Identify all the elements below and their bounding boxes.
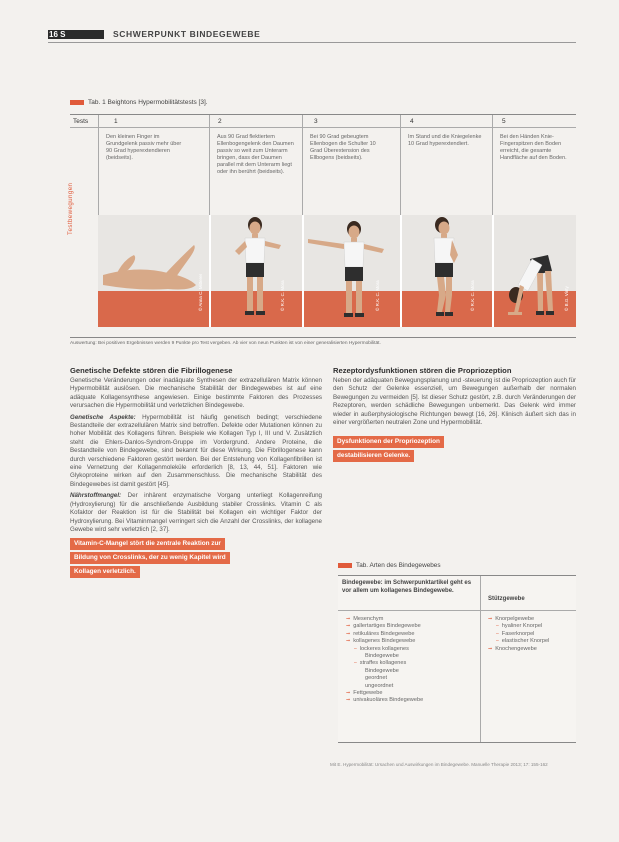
finger-test-photo [98, 215, 209, 327]
header-divider [48, 42, 576, 43]
table1-caption [70, 99, 208, 106]
table2-list-item [346, 675, 423, 682]
table2 [338, 575, 576, 743]
table1-footnote: Auswertung: Bei positiven Ergebnissen werden 9 Punkte pro Test vergeben. Ab vier von neun Punkten ist von einer generalisierten Hypermobilität. [70, 341, 381, 346]
arrow-bullet-icon: ➞ [346, 697, 351, 704]
page-number: 16 S [49, 30, 66, 39]
left-heading: Genetische Defekte stören die Fibrillogenese [70, 366, 233, 375]
arrow-bullet-icon: ➞ [346, 638, 351, 645]
arrow-bullet-icon: ➞ [488, 616, 493, 622]
table2-list-item [346, 653, 423, 660]
left-highlight [70, 537, 322, 579]
table2-list-item-text: univakuoläres Bindegewebe [353, 697, 424, 704]
table1-header-5: 5 [502, 118, 506, 125]
thumb-test-photo [209, 215, 302, 327]
table2-list-item [346, 668, 423, 675]
elbow-test-photo [302, 215, 400, 327]
right-column [333, 366, 576, 463]
table2-list-item-text: retikuläres Bindegewebe [353, 630, 415, 637]
arrow-bullet-icon: ➞ [488, 645, 493, 652]
knee-test-photo [400, 215, 492, 327]
left-paragraph-2 [70, 414, 322, 490]
table2-list-item [346, 623, 423, 630]
table2-list-item-text: straffes kollagenes [359, 660, 407, 667]
table2-list-item [488, 623, 549, 630]
photo-credit-1: © Anna C. Mitterer [198, 273, 203, 311]
right-paragraph-1: Neben der adäquaten Bewegungsplanung und -steuerung ist die Propriozeption auch für den Schutz der Gelenke essenziell, um Bewegungen außerhalb der normalen Bewegungen zu vermeiden [5]. Ist dieser Schutz gestört, z.B. durch Veränderungen der Rezeptoren, werden schädliche Bewegungen unbemerkt. Das Gelenk wird immer wieder in außerphysiologische Richtungen bewegt [16, 26]. Klinisch äußert sich das in einer vergrößerten neutralen Zone und Hypermobilität. [333, 377, 576, 427]
left-highlight-line-1: Vitamin-C-Mangel stört die zentrale Reaktion zur [70, 538, 225, 550]
caption-marker [70, 100, 84, 105]
table2-list-item [488, 646, 549, 653]
table1-tests-label: Tests [73, 118, 89, 125]
table2-caption [338, 562, 441, 569]
left-column [70, 366, 322, 579]
section-title: SCHWERPUNKT BINDEGEWEBE [113, 29, 261, 39]
table2-list-item-text: Faserknorpel [501, 630, 535, 637]
left-p3-lead: Nährstoffmangel: [70, 492, 122, 500]
right-heading: Rezeptordysfunktionen stören die Propriozeption [333, 366, 512, 375]
dash-bullet-icon: – [496, 638, 499, 645]
right-highlight-line-1: Dysfunktionen der Propriozeption [333, 436, 444, 448]
left-p2-lead: Genetische Aspekte: [70, 413, 136, 421]
table2-list-item [346, 646, 423, 653]
table2-left-header: Bindegewebe: im Schwerpunktartikel geht es vor allem um kollagenes Bindegewebe. [342, 580, 472, 594]
table2-left-list [346, 616, 423, 705]
table2-right-header: Stützgewebe [488, 596, 525, 602]
table2-list-item [346, 660, 423, 667]
table2-list-item-text: ungeordnet [365, 682, 394, 689]
table2-list-item [346, 638, 423, 645]
dash-bullet-icon: – [354, 645, 357, 652]
table2-list-item [346, 697, 423, 704]
table2-list-item-text: lockeres kollagenes [359, 645, 409, 652]
table2-list-item-text: Bindegewebe [365, 667, 399, 674]
right-highlight-line-2: destabilisieren Gelenke. [333, 450, 414, 462]
table2-list-item [346, 690, 423, 697]
photo-credit-4: © R.K. C. Mora [470, 280, 475, 311]
left-highlight-line-2: Bildung von Crosslinks, der zu wenig Kapitel wird [70, 552, 230, 564]
table2-list-item [488, 631, 549, 638]
table2-list-item-text: geordnet [365, 675, 388, 682]
arrow-bullet-icon: ➞ [346, 690, 351, 697]
left-p3-text: Der inhärent enzymatische Vorgang unterliegt Kollagenreifung (Hydroxylierung) für die anschließende Ausbildung stabiler Crosslinks. Vitamin C als Kofaktor der Reaktion ist für die Stabilität bei Kollagen ein wichtiger Faktor der Hydroxylierung. Bei Vitaminmangel verringert sich die Anzahl der Crosslinks, der kollagene Gewebe wird sehr verletzlich [2, 37]. [70, 492, 322, 533]
table2-header-divider [338, 610, 576, 611]
table1-desc-1: Den kleinen Finger im Grundgelenk passiv mehr über 90 Grad hyperextendieren (beidseits). [106, 134, 182, 161]
table1 [67, 114, 576, 338]
table1-desc-4: Im Stand und die Kniegelenke 10 Grad hyperextendiert. [408, 134, 482, 147]
table1-side-label: Testbewegungen [67, 182, 74, 235]
photo-credit-2: © R.K. C. Mora [280, 280, 285, 311]
table2-list-item-text: Bindegewebe [365, 653, 399, 660]
table1-header-1: 1 [114, 118, 118, 125]
photo-credit-3: © R.K. C. Mora [375, 280, 380, 311]
table2-list-item-text: elastischer Knorpel [501, 638, 550, 645]
left-paragraph-1: Genetische Veränderungen oder inadäquate Synthesen der extrazellulären Matrix können Hypermobilität auslösen. Die mechanische Stabilität der Bindegewebes ist auf eine adäquate Kollagensynthese angewiesen. Einige bestimmte Faktoren des Prozesses verursachen die Hypermobilität und verletzlichen Bindegewebe. [70, 377, 322, 410]
table1-caption-text: Tab. 1 Beightons Hypermobilitätstests [3]. [88, 99, 208, 106]
dash-bullet-icon: – [496, 630, 499, 637]
photo-credit-5: © B.G. Vinty [564, 286, 569, 311]
table2-caption-text: Tab. Arten des Bindegewebes [356, 562, 441, 569]
left-p2-text: Hypermobilität ist häufig genetisch bedingt; verschiedene Bestandteile der extrazellulären Matrix sind betroffen. Defekte oder Mutationen können zu hoher Mobilität des Kollagens führen. Beispiele wie Kollagen Typ I, III und V. Zusätzlich steht die Ehlers-Danlos-Syndrom-Gruppe im Vordergrund. Andere Proteine, die Bestandteile von Bindegewebe, sind bekannt für diese Wirkung. Die Fibrillogenese kann durch verschiedene Faktoren gestört werden. Bei der Entstehung von Kollagenfibrillen ist eine Vernetzung der Kollagenmoleküle erforderlich [8, 13, 44, 51]. Faktoren wie Glykoproteine wirken auf den Zusammenschluss. Die mechanische Stabilität des Bindegewebes ist damit gestört [45]. [70, 413, 322, 488]
table1-desc-2: Aus 90 Grad flektiertem Ellenbogengelenk den Daumen passiv so weit zum Unterarm bringen, dass der Daumen parallel mit dem Unterarm liegt oder ihn berührt (beidseits). [217, 134, 294, 175]
table2-list-item-text: kollagenes Bindegewebe [353, 638, 416, 645]
arrow-bullet-icon: ➞ [346, 630, 351, 637]
table1-header-divider [70, 127, 576, 128]
table1-desc-5: Bei den Händen Knie-Fingerspitzen den Boden erreicht, die gesamte Handfläche auf den Boden. [500, 134, 567, 161]
table2-list-item-text: Fettgewebe [353, 690, 383, 697]
table2-col-divider [480, 576, 481, 742]
table1-header-2: 2 [218, 118, 222, 125]
dash-bullet-icon: – [354, 660, 357, 667]
table1-desc-3: Bei 90 Grad gebeugtem Ellenbogen die Schulter 10 Grad Überextension des Ellbogens (beidseits). [310, 134, 376, 161]
caption-marker [338, 563, 352, 568]
arrow-bullet-icon: ➞ [346, 616, 351, 622]
dash-bullet-icon: – [496, 623, 499, 630]
table1-header-3: 3 [314, 118, 318, 125]
citation-footer: Mit E. Hypermobilität: Ursachen und Auswirkungen im Bindegewebe. Manuelle Therapie 2013; 17: 155-162 [330, 762, 548, 767]
table2-list-item [346, 616, 423, 623]
arrow-bullet-icon: ➞ [346, 623, 351, 630]
table2-right-list [488, 616, 549, 653]
table2-list-item-text: gallertartiges Bindegewebe [353, 623, 421, 630]
table1-header-4: 4 [410, 118, 414, 125]
table2-list-item [346, 631, 423, 638]
table2-list-item-text: hyaliner Knorpel [501, 623, 543, 630]
table2-list-item [488, 638, 549, 645]
table2-list-item-text: Mesenchym [353, 616, 384, 622]
right-highlight [333, 435, 576, 463]
table2-list-item [488, 616, 549, 623]
test-photo-strip [98, 215, 576, 327]
table2-list-item [346, 683, 423, 690]
table2-list-item-text: Knochengewebe [495, 645, 537, 652]
left-paragraph-3 [70, 492, 322, 534]
left-highlight-line-3: Kollagen verletzlich. [70, 566, 140, 578]
table2-list-item-text: Knorpelgewebe [495, 616, 535, 622]
